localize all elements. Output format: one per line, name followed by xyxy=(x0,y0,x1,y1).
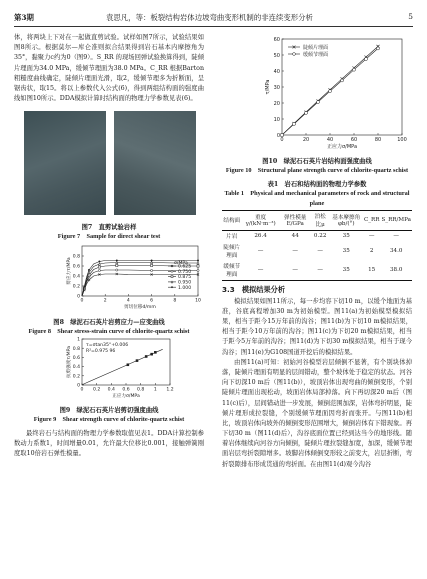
table-row xyxy=(222,261,412,281)
data-point xyxy=(151,264,153,266)
issue-number: 第3期 xyxy=(14,13,34,22)
data-point xyxy=(305,111,308,114)
data-point xyxy=(127,363,130,366)
x-tick-label: 0.4 xyxy=(107,387,115,393)
fig7-caption: 图7 直剪试验岩样 xyxy=(81,224,137,232)
x-tick-label: 20 xyxy=(302,137,310,143)
data-point xyxy=(136,359,139,362)
running-title: 袁思凡，等：板裂结构岩体边坡弯曲变形机制的非连续变形分析 xyxy=(106,13,313,22)
table-cell: 35 xyxy=(330,261,363,281)
table-cell: — xyxy=(317,248,323,255)
data-point xyxy=(197,269,199,271)
y-axis-label: 剪应力τ/MPa xyxy=(67,256,73,285)
table-cell: 34.0 xyxy=(389,248,403,255)
table-cell: — xyxy=(280,261,311,281)
table-row xyxy=(222,230,412,242)
data-point xyxy=(150,353,153,356)
section-heading: 3.3 模拟结果分析 xyxy=(222,284,286,294)
y-tick-label: 0.8 xyxy=(72,254,80,260)
fig7-photo xyxy=(14,107,204,220)
y-tick-label: 50 xyxy=(273,52,280,59)
x-tick-label: 0.6 xyxy=(122,387,130,393)
y-tick-label: 10 xyxy=(273,116,280,123)
body-paragraph: 模拟结果如图11所示，每一步均容下切10 m，以缓个地面为基准，谷底高程增加30 m为初始模型。图11(a)为初始模型模拟结果，相当于距今15万年前的沟谷；图11(b)为下切10 m模拟结果，相当于距今10万年前的沟谷；图11(c)为下切20 m模拟结果，相当于距今5万年前的沟谷；图11(d)为下切30 m模拟结果，相当于现今沟谷；图11(e)为G108国道开挖后的模拟结果。 xyxy=(222,297,412,356)
data-point xyxy=(365,58,368,61)
x-tick-label: 1.2 xyxy=(166,387,174,393)
legend-label: 缓倾节理面 xyxy=(303,51,329,58)
x-tick-label: 8 xyxy=(173,298,177,304)
data-point xyxy=(116,264,118,266)
legend-label: 0.950 xyxy=(178,280,192,286)
fig7-caption-en: Figure 7 Sample for direct shear test xyxy=(57,233,161,241)
data-point xyxy=(154,351,157,354)
table-cell: — xyxy=(257,248,264,255)
x-axis-label: 正应力σ/MPa xyxy=(112,394,140,400)
y-tick-label: 0.4 xyxy=(72,274,80,280)
table-header-cell: 结构面 xyxy=(222,210,242,230)
table-cell: 35 xyxy=(342,233,350,240)
data-point xyxy=(197,261,199,263)
table-header-cell: 基本摩擦角φb/(°) xyxy=(330,210,363,230)
table-cell: 38.0 xyxy=(380,261,412,281)
data-point xyxy=(353,68,356,71)
legend-label: 0.625 xyxy=(178,264,192,270)
y-tick-label: 0 xyxy=(77,383,80,389)
y-axis-label: τ/MPa xyxy=(265,79,271,95)
fig10-caption-en: Figure 10 Structural plane strength curve of chlorite-quartz schist xyxy=(225,167,409,175)
table1-caption-en: Table 1 Physical and mechanical parameters of rock and structural plane xyxy=(224,190,410,207)
x-tick-label: 6 xyxy=(150,298,154,304)
fig9-caption-en: Figure 9 Shear strength curve of chlorite-quartz schist xyxy=(33,415,185,423)
table-cell: 35 xyxy=(342,248,350,255)
table-cell: — xyxy=(292,248,298,255)
x-tick-label: 2 xyxy=(103,298,107,304)
data-point xyxy=(281,134,284,137)
table-header-cell: 泊松比μ xyxy=(311,210,330,230)
table-cell: 片岩 xyxy=(226,234,238,241)
data-point xyxy=(293,53,296,56)
data-point xyxy=(377,47,380,50)
table-cell: — xyxy=(368,233,375,240)
data-point xyxy=(171,275,173,277)
data-point xyxy=(98,269,100,271)
legend-label: 陡倾片理面 xyxy=(303,44,329,51)
x-tick-label: 0.8 xyxy=(137,387,145,393)
x-tick-label: 0 xyxy=(80,387,84,393)
data-point xyxy=(171,286,173,288)
data-point xyxy=(341,79,344,82)
table-cell: — xyxy=(393,233,400,240)
y-tick-label: 0.2 xyxy=(72,284,80,290)
x-tick-label: 80 xyxy=(374,137,382,143)
left-column xyxy=(14,33,204,460)
legend-title: σ/MPa xyxy=(174,260,188,266)
data-point xyxy=(151,269,153,271)
fig8-chart xyxy=(14,242,204,314)
y-tick-label: 0.6 xyxy=(72,264,80,270)
x-tick-label: 0.2 xyxy=(93,387,101,393)
data-point xyxy=(151,259,153,261)
body-paragraph: 最终岩石与结构面的物理力学参数取值见表1。DDA计算控制参数动力系数1，时间增量0.01，允许最大位移比0.001，接触弹簧刚度取10倍岩石弹性模量。 xyxy=(14,430,204,458)
table-cell: — xyxy=(311,261,330,281)
table1 xyxy=(222,210,412,281)
legend-label: 0.875 xyxy=(178,274,192,280)
table-cell: 陡倾片理面 xyxy=(223,245,241,260)
data-point xyxy=(171,280,173,282)
table-header-cell: C_RR xyxy=(363,210,381,230)
y-tick-label: 0.2 xyxy=(72,374,80,380)
data-point xyxy=(293,122,296,125)
x-axis-label: 正应力σ/MPa xyxy=(326,144,358,150)
fig8-caption: 图8 绿泥石石英片岩剪应力—应变曲线 xyxy=(53,318,165,326)
running-header xyxy=(14,10,413,27)
x-axis-label: 剪切位移d/mm xyxy=(124,304,156,310)
right-column xyxy=(222,33,412,470)
y-tick-label: 0.8 xyxy=(72,346,80,352)
data-point xyxy=(317,101,320,104)
page-number: 5 xyxy=(408,12,413,21)
y-tick-label: 0 xyxy=(276,132,280,139)
table-header-cell: S_RR/MPa xyxy=(380,210,412,230)
y-tick-label: 0.6 xyxy=(72,355,80,361)
x-tick-label: 4 xyxy=(126,298,130,304)
table1-caption: 表1 岩石和结构面的物理力学参数 xyxy=(267,181,367,189)
table-cell: 26.4 xyxy=(254,233,267,240)
table-cell: 0.22 xyxy=(313,233,327,240)
data-point xyxy=(329,90,332,93)
y-tick-label: 20 xyxy=(273,100,280,107)
fig10-chart xyxy=(222,33,412,153)
y-tick-label: 0.4 xyxy=(72,365,80,371)
fig9-caption: 图9 绿泥石石英片岩剪切强度曲线 xyxy=(59,406,159,414)
data-point xyxy=(83,285,85,287)
data-point xyxy=(151,261,153,263)
data-point xyxy=(88,269,90,271)
fit-r2: R²=0.975 96 xyxy=(86,348,116,354)
table-row xyxy=(222,242,412,261)
legend-label: 0.750 xyxy=(178,269,192,275)
y-axis-label: 抗剪强度τ/MPa xyxy=(67,345,73,378)
data-point xyxy=(171,270,173,272)
data-point xyxy=(98,262,100,264)
y-tick-label: 30 xyxy=(273,84,280,91)
x-tick-label: 10 xyxy=(195,298,201,304)
x-tick-label: 100 xyxy=(397,137,407,143)
table-cell: 2 xyxy=(369,248,374,255)
rock-sample-image xyxy=(24,111,106,215)
body-paragraph: 由图11(a)可知：初始河谷模型岩层倾倒不显著，有个别块体掉落，陡倾片理面有明显的层间错动，整个坡体处于稳定的状态。河谷向下切深10 m后（图11(b)），坡顶岩体出现弯曲的倾倒变形，个别陡倾片理面出现松动，坡面岩体局部掉落。向下再切深20 m后（图11(c)后），层间错动进一步发展，倾倒范围加深，岩体弯折明显，陡倾片理形成拉裂缝，个别缓倾节理面因弯折而张开。与图11(b)相比，坡顶岩体向坡外的倾倒变形范围增大，倾倒岩体有下错现象。再下切30 m（图11(d)后），沟谷底面位置已经到达当今的地形线。随着岩体继续向河谷方向倾倒，陡倾片理拉裂缝加宽，加深，缓倾节理面岩层弯折裂隙增多。坡脚岩体倾倒变形较之前变大，岩层折断，弯折裂隙排布形成贯通的弯折面。在由图11(d)观今沟谷 xyxy=(222,358,412,468)
plot-frame xyxy=(282,39,402,135)
data-point xyxy=(145,355,148,358)
x-tick-label: 40 xyxy=(326,137,334,143)
y-tick-label: 40 xyxy=(273,68,280,75)
rock-sample-image xyxy=(114,111,196,215)
data-point xyxy=(116,259,118,261)
table-header-cell: 重度γ/(kN·m⁻³) xyxy=(242,210,280,230)
legend-label: 1.000 xyxy=(178,285,192,291)
y-tick-label: 60 xyxy=(273,36,280,43)
x-tick-label: 1 xyxy=(153,387,157,393)
y-tick-label: 0 xyxy=(77,294,80,300)
body-paragraph: 体，将两块上下对在一起做直剪试验。试样如图7所示，试验结果如图8所示。根据莫尔—库仑准则拟合结果得到岩石基本内摩擦角为35°，黏聚力c约为0（图9）。S_RR 的现场回弹试验换算得到，陡倾片理面为34.0 MPa，缓倾节理面为38.0 MPa。C_RR 根据Barton粗糙度曲线确定，陡倾片理面光滑，取2，缓倾节理多为折断面，呈锯齿状，取15。将以上参数代入公式(6)，得到两组结构面的强度曲线如图10所示。DDA模拟计算时结构面的物理力学参数见表(6)。 xyxy=(14,34,204,103)
fig10-caption: 图10 绿泥石石英片岩结构面强度曲线 xyxy=(262,158,372,165)
y-tick-label: 1 xyxy=(77,337,80,343)
table-cell: 15 xyxy=(363,261,381,281)
fig9-chart xyxy=(14,336,204,402)
data-point xyxy=(98,260,100,262)
table-header-cell: 弹性模量E/GPa xyxy=(280,210,311,230)
data-point xyxy=(116,268,118,270)
table-cell: 缓倾节理面 xyxy=(222,261,242,281)
fit-equation: τ=σtan35°+0.006 xyxy=(86,342,129,348)
table-cell: 44 xyxy=(291,233,299,240)
data-point xyxy=(197,259,199,261)
x-tick-label: 0 xyxy=(80,298,84,304)
fig8-caption-en: Figure 8 Shear stress-strain curve of chlorite-quartz schist xyxy=(28,327,190,335)
table-cell: — xyxy=(242,261,280,281)
x-tick-label: 0 xyxy=(280,137,284,143)
data-point xyxy=(197,264,199,266)
x-tick-label: 60 xyxy=(350,137,358,143)
data-point xyxy=(116,261,118,263)
data-point xyxy=(98,265,100,267)
